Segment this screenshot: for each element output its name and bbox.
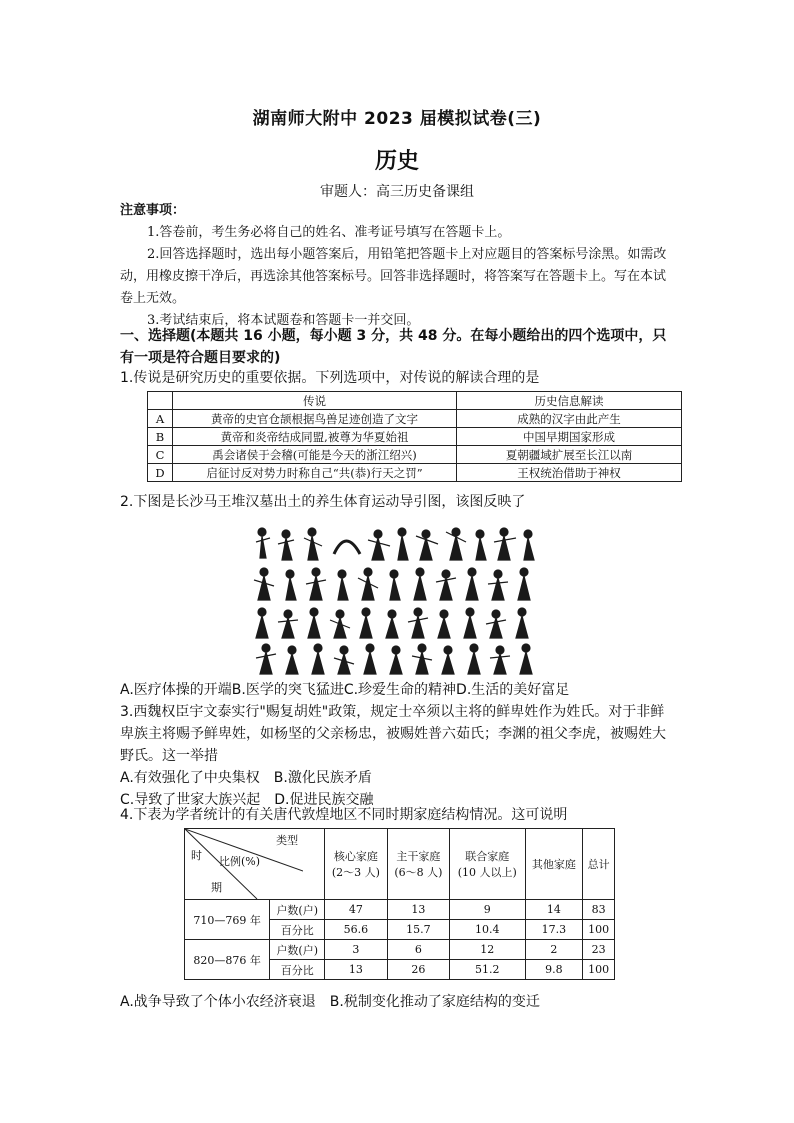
question-1-stem: 1.传说是研究历史的重要依据。下列选项中，对传说的解读合理的是 — [120, 370, 540, 386]
table-cell: 13 — [325, 960, 387, 980]
figure-silhouette — [256, 608, 268, 638]
question-4-options: A.战争导致了个体小农经济衰退 B.税制变化推动了家庭结构的变迁 — [120, 994, 540, 1010]
figure-silhouette — [360, 608, 372, 638]
table-row — [148, 410, 682, 428]
figure-silhouette — [466, 568, 478, 600]
option-b: B.激化民族矛盾 — [273, 770, 372, 786]
daoyin-figure-image — [250, 524, 538, 676]
table-cell: 中国早期国家形成 — [457, 428, 682, 446]
table-cell: 47 — [325, 900, 387, 920]
note-item: 3.考试结束后，将本试题卷和答题卡一并交回。 — [147, 313, 420, 328]
figure-silhouette — [338, 570, 348, 600]
table-header-cell: 历史信息解读 — [457, 392, 682, 410]
figure-silhouette — [416, 530, 438, 560]
table-cell: 2 — [525, 940, 583, 960]
table-cell: 3 — [325, 940, 387, 960]
figure-silhouette — [390, 646, 402, 674]
figure-silhouette — [494, 528, 516, 560]
table-cell: 6 — [387, 940, 449, 960]
figure-silhouette — [304, 528, 322, 560]
corner-time-label: 时 — [191, 849, 202, 862]
figure-silhouette — [438, 610, 450, 638]
figure-silhouette — [308, 608, 320, 638]
corner-period-label: 期 — [211, 881, 222, 894]
figure-silhouette — [334, 646, 354, 674]
figure-silhouette — [254, 568, 274, 600]
table-header-cell: 核心家庭 (2～3 人) — [325, 829, 387, 900]
table-cell: 黄帝的史官仓颉根据鸟兽足迹创造了文字 — [173, 410, 457, 428]
table-header-cell: 传说 — [173, 392, 457, 410]
table-row — [185, 900, 615, 920]
figure-silhouette — [518, 568, 530, 600]
table-cell: 14 — [525, 900, 583, 920]
table-cell: 成熟的汉字由此产生 — [457, 410, 682, 428]
table-header-row — [185, 829, 615, 900]
table-cell: 禹会诸侯于会稽(可能是今天的浙江绍兴) — [173, 446, 457, 464]
table-cell: 夏朝疆域扩展至长江以南 — [457, 446, 682, 464]
figure-silhouette — [358, 568, 378, 600]
table-cell: 51.2 — [450, 960, 525, 980]
note-item: 2.回答选择题时，选出每小题答案后，用铅笔把答题卡上对应题目的答案标号涂黑。如需改动，用橡皮擦干净后，再选涂其他答案标号。回答非选择题时，将答案写在答题卡上。写在本试卷上无效。 — [120, 247, 667, 306]
table-header-cell: 联合家庭 (10 人以上) — [450, 829, 525, 900]
question-2-stem: 2.下图是长沙马王堆汉墓出土的养生体育运动导引图，该图反映了 — [120, 494, 526, 510]
figure-silhouette — [446, 528, 466, 560]
table-header-cell: 主干家庭 (6～8 人) — [387, 829, 449, 900]
figure-silhouette — [286, 570, 296, 600]
diagonal-header-cell — [185, 829, 325, 900]
figure-silhouette — [488, 570, 508, 600]
option-letter: D — [148, 464, 173, 482]
figure-silhouette — [278, 530, 294, 560]
notes-heading: 注意事项： — [120, 203, 186, 218]
reviewer-line: 审题人：高三历史备课组 — [320, 184, 474, 200]
figure-silhouette — [386, 610, 398, 638]
corner-ratio-label: 比例(%) — [219, 855, 261, 868]
figure-silhouette — [520, 644, 532, 674]
figure-silhouette — [334, 541, 360, 554]
figure-silhouette — [524, 530, 534, 560]
option-letter: A — [148, 410, 173, 428]
table-header-cell: 总计 — [583, 829, 615, 900]
table-cell: 26 — [387, 960, 449, 980]
question-4-table — [184, 828, 615, 980]
table-cell: 启征讨反对势力时称自己“共(恭)行天之罚” — [173, 464, 457, 482]
figure-silhouette — [256, 644, 276, 674]
figure-silhouette — [278, 610, 298, 638]
table-cell: 56.6 — [325, 920, 387, 940]
figure-silhouette — [390, 570, 400, 600]
figure-silhouette — [476, 530, 486, 560]
table-cell: 13 — [387, 900, 449, 920]
corner-type-label: 类型 — [276, 834, 299, 847]
table-row — [148, 464, 682, 482]
question-3-stem: 3.西魏权臣宇文泰实行"赐复胡姓"政策，规定士卒须以主将的鲜卑姓作为姓氏。对于非鲜卑族主将赐予鲜卑姓，如杨坚的父亲杨忠，被赐姓普六茹氏；李渊的祖父李虎，被赐姓大野氏。这一举措 — [120, 704, 666, 764]
table-row — [185, 940, 615, 960]
exam-title: 湖南师大附中 2023 届模拟试卷(三) — [252, 109, 542, 129]
figure-silhouette — [398, 528, 408, 560]
option-c: C.导致了世家大族兴起 — [120, 792, 261, 808]
question-4-stem: 4.下表为学者统计的有关唐代敦煌地区不同时期家庭结构情况。这可说明 — [120, 807, 568, 823]
option-d: D.促进民族交融 — [274, 792, 374, 808]
period-cell: 710—769 年 — [185, 900, 270, 940]
figure-silhouette — [408, 608, 428, 638]
figure-silhouette — [490, 646, 510, 674]
question-3-options-row — [120, 767, 676, 789]
figure-silhouette — [364, 644, 376, 674]
table-cell: 10.4 — [450, 920, 525, 940]
table-header-cell: 其他家庭 — [525, 829, 583, 900]
note-item: 1.答卷前，考生务必将自己的姓名、准考证号填写在答题卡上。 — [147, 225, 511, 240]
figure-silhouette — [412, 644, 432, 674]
figure-silhouette — [468, 644, 480, 674]
row-label: 百分比 — [270, 920, 325, 940]
table-cell: 17.3 — [525, 920, 583, 940]
figure-silhouette — [306, 568, 326, 600]
table-cell: 9 — [450, 900, 525, 920]
figure-silhouette — [312, 644, 324, 674]
row-label: 百分比 — [270, 960, 325, 980]
figure-silhouette — [256, 528, 270, 558]
table-cell: 100 — [583, 960, 615, 980]
figure-silhouette — [368, 530, 390, 560]
table-header-row — [148, 392, 682, 410]
table-cell: 100 — [583, 920, 615, 940]
table-cell: 12 — [450, 940, 525, 960]
table-cell: 15.7 — [387, 920, 449, 940]
option-letter: C — [148, 446, 173, 464]
table-cell: 23 — [583, 940, 615, 960]
period-cell: 820—876 年 — [185, 940, 270, 980]
option-letter: B — [148, 428, 173, 446]
table-header-cell — [148, 392, 173, 410]
table-cell: 王权统治借助于神权 — [457, 464, 682, 482]
table-cell: 9.8 — [525, 960, 583, 980]
row-label: 户数(户) — [270, 940, 325, 960]
figure-silhouette — [436, 570, 456, 600]
question-1-table — [147, 391, 682, 482]
section-heading: 一、选择题(本题共 16 小题，每小题 3 分，共 48 分。在每小题给出的四个选项中，只有一项是符合题目要求的) — [120, 328, 667, 366]
subject-title: 历史 — [374, 148, 419, 174]
table-row — [148, 446, 682, 464]
table-cell: 黄帝和炎帝结成同盟,被尊为华夏始祖 — [173, 428, 457, 446]
row-label: 户数(户) — [270, 900, 325, 920]
figure-silhouette — [464, 608, 476, 638]
figure-silhouette — [286, 646, 298, 674]
figure-silhouette — [442, 646, 454, 674]
table-cell: 83 — [583, 900, 615, 920]
table-row — [148, 428, 682, 446]
figure-silhouette — [330, 610, 350, 638]
figure-silhouette — [486, 610, 506, 638]
question-2-options: A.医疗体操的开端B.医学的突飞猛进C.珍爱生命的精神D.生活的美好富足 — [120, 682, 570, 698]
figure-silhouette — [414, 568, 426, 600]
notes-block — [120, 200, 676, 332]
figure-silhouette — [516, 608, 528, 638]
option-a: A.有效强化了中央集权 — [120, 770, 260, 786]
